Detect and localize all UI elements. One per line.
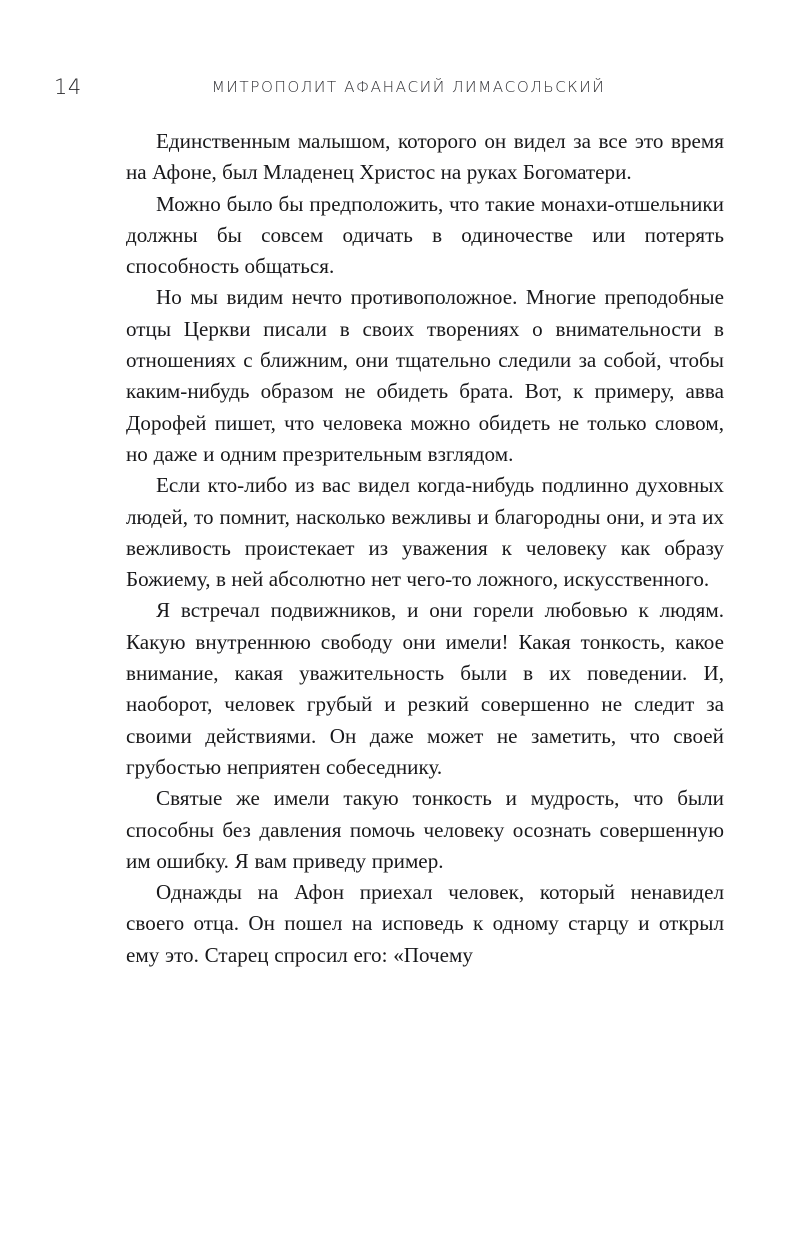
paragraph: Единственным малышом, которого он видел за все это время на Афоне, был Младенец Христос на руках Богоматери. — [126, 129, 724, 185]
paragraph: Но мы видим нечто противоположное. Многие преподобные отцы Церкви писали в своих творениях о внимательности в отношениях с ближним, они тщательно следили за собой, чтобы каким-нибудь образом не обидеть брата. Вот, к примеру, авва Дорофей пишет, что человека можно обидеть не только словом, но даже и одним презрительным взглядом. — [126, 285, 724, 466]
paragraph: Святые же имели такую тонкость и мудрость, что были способны без давления помочь человеку осознать совершенную им ошибку. Я вам приведу пример. — [126, 786, 724, 873]
paragraph: Можно было бы предположить, что такие монахи-отшельники должны бы совсем одичать в одиночестве или потерять способность общаться. — [126, 191, 724, 279]
paragraph: Я встречал подвижников, и они горели любовью к людям. Какую внутреннюю свободу они имели! Какая тонкость, какое внимание, какая уважительность были в их поведении. И, наоборот, человек грубый и резкий совершенно не следит за своими действиями. Он даже может не заметить, что своей грубостью неприятен собеседнику. — [126, 598, 724, 779]
running-head: МИТРОПОЛИТ АФАНАСИЙ ЛИМАСОЛЬСКИЙ — [211, 78, 606, 96]
paragraph: Однажды на Афон приехал человек, который ненавидел своего отца. Он пошел на исповедь к одному старцу и открыл ему это. Старец спросил его: «Почему — [126, 880, 724, 967]
page-number: 14 — [54, 75, 82, 99]
page-header — [0, 74, 803, 102]
paragraph: Если кто-либо из вас видел когда-нибудь подлинно духовных людей, то помнит, насколько вежливы и благородны они, и эта их вежливость проистекает из уважения к человеку как образу Божиему, в ней абсолютно нет чего-то ложного, искусственного. — [126, 473, 724, 592]
body-text — [126, 126, 724, 971]
